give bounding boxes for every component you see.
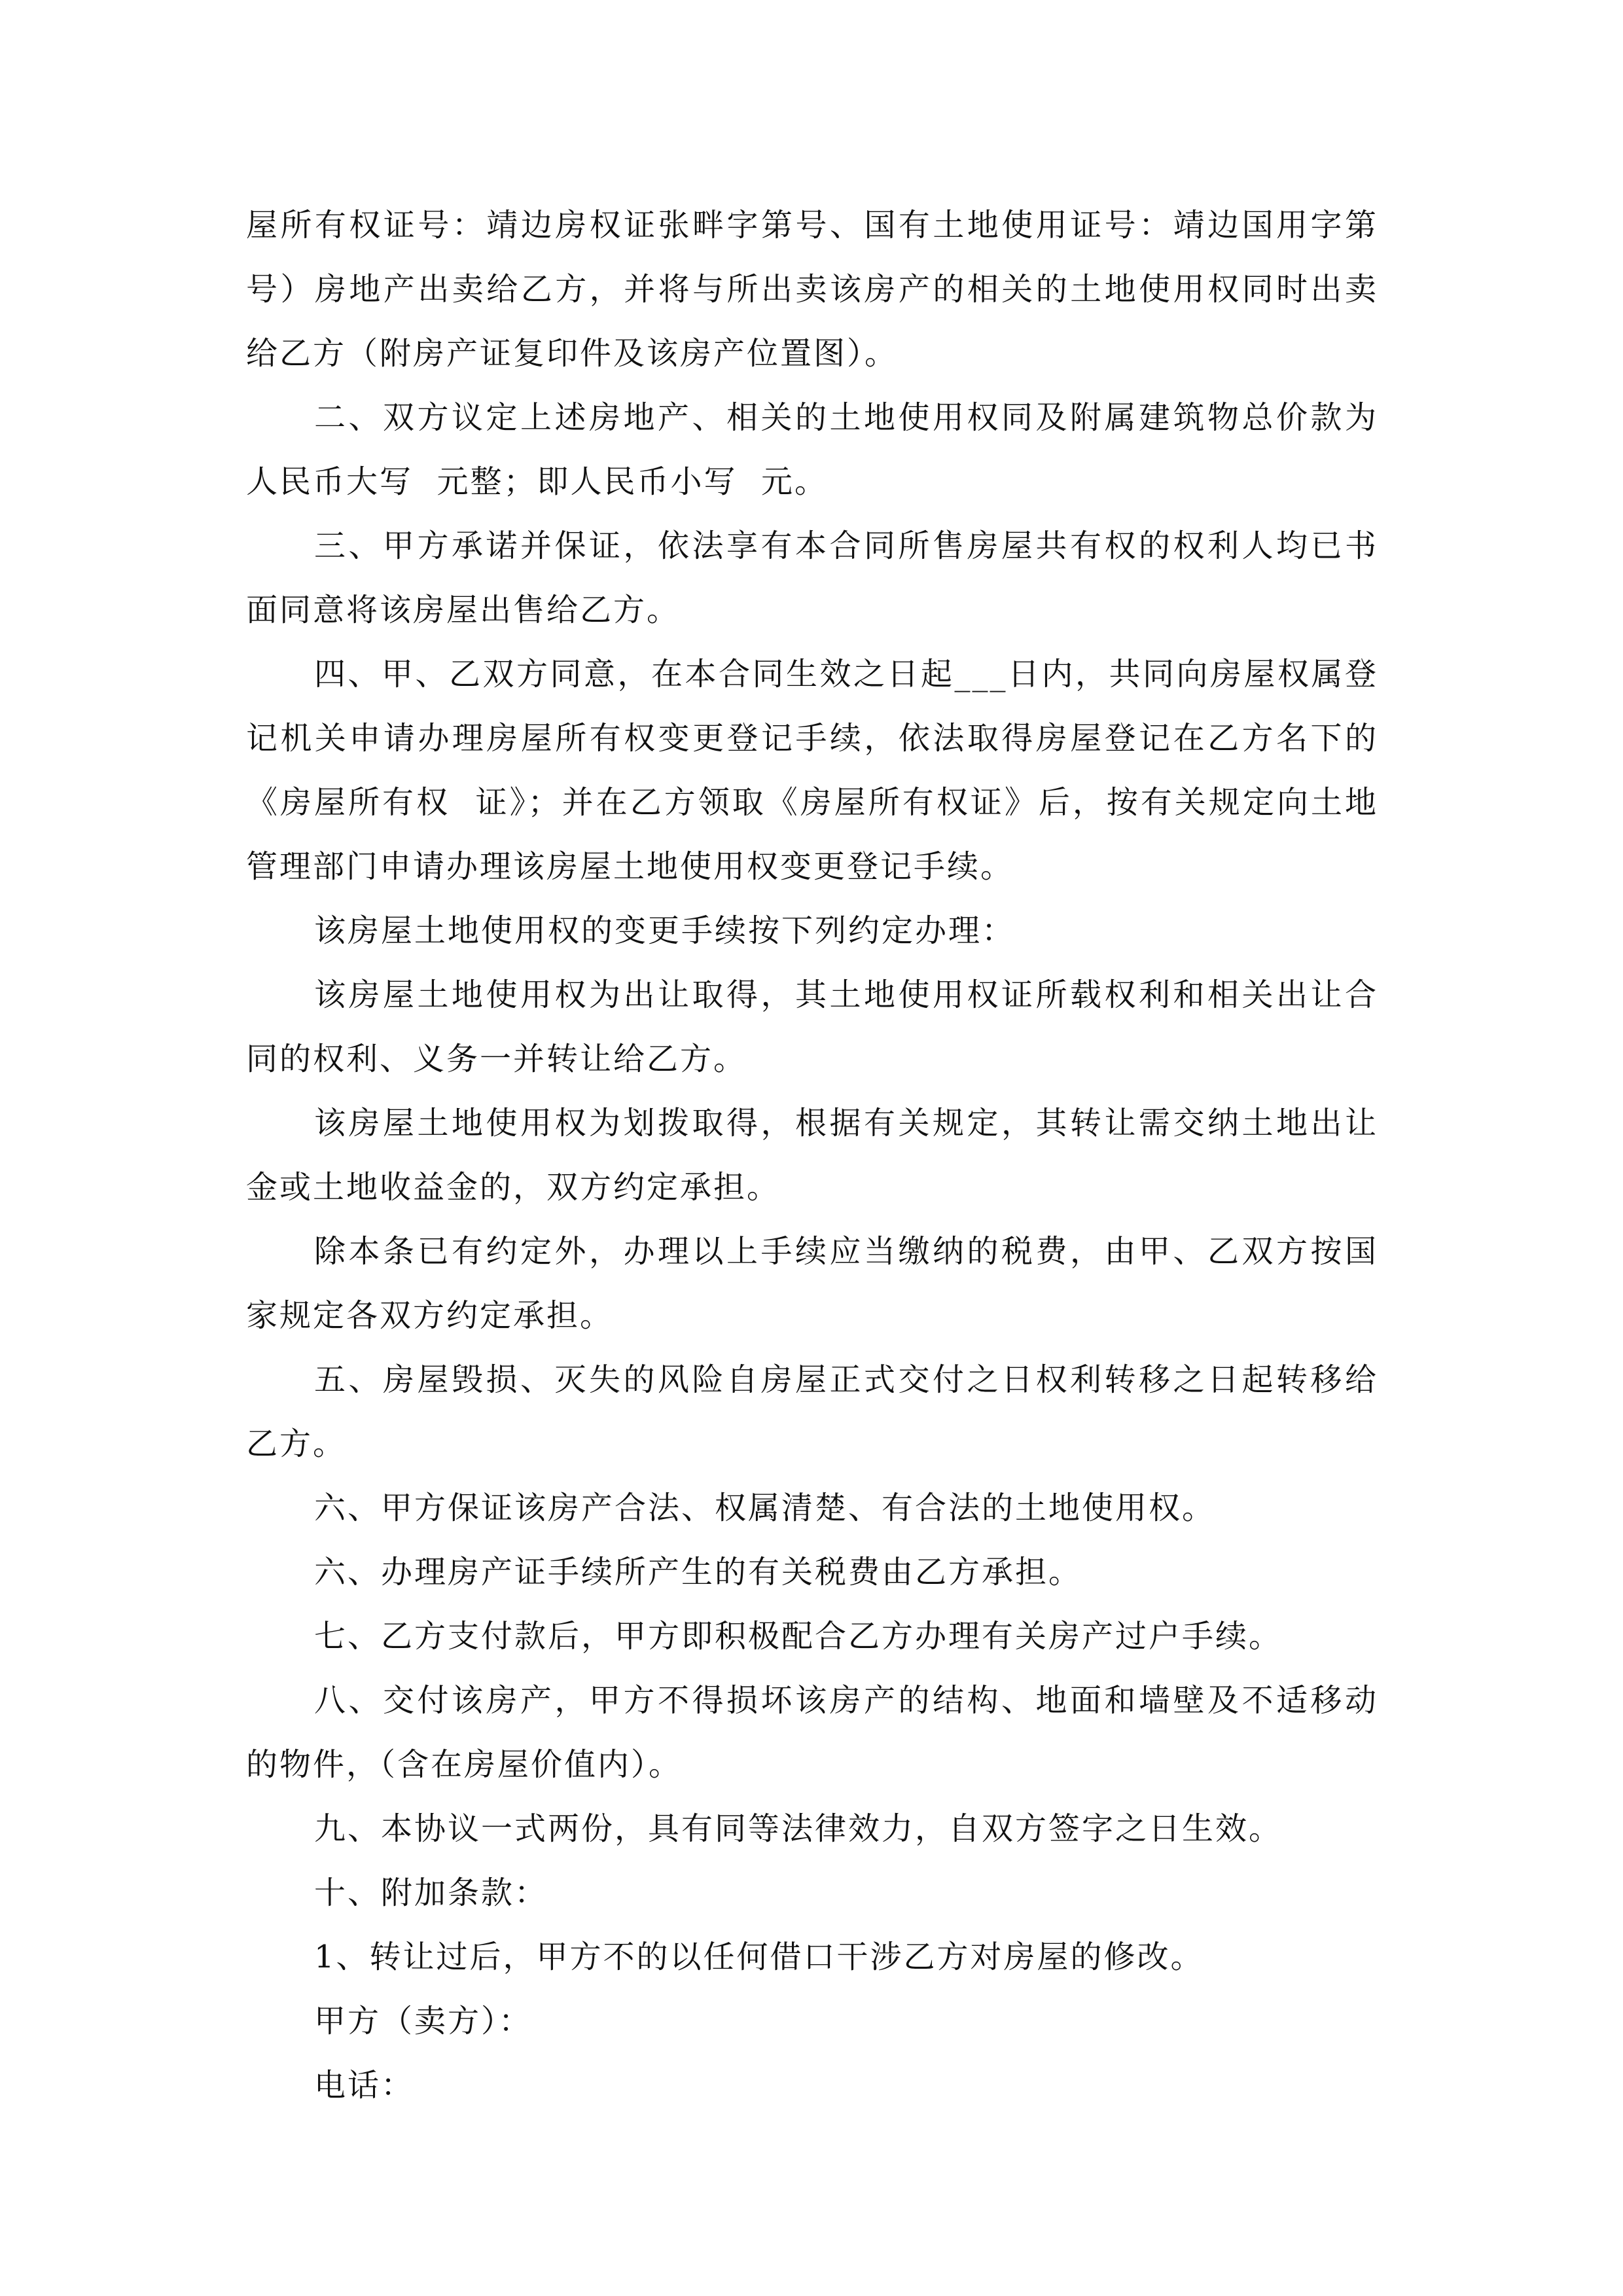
paragraph-party-a-seller: 甲方（卖方）： [314, 2003, 533, 2039]
paragraph-additional-item-1: 1、转让过后，甲方不的以任何借口干涉乙方对房屋的修改。 [314, 1939, 1204, 1975]
paragraph-land-allocation: 该房屋土地使用权为划拨取得，根据有关规定，其转让需交纳土地出让金或土地收益金的，双方约定承担。 [246, 1105, 1378, 1206]
paragraph-land-use-procedure: 该房屋土地使用权的变更手续按下列约定办理： [314, 912, 1016, 949]
paragraph-taxes-fees: 除本条已有约定外，办理以上手续应当缴纳的税费，由甲、乙双方按国家规定各双方约定承担。 [246, 1233, 1378, 1334]
paragraph-clause-5-risk: 五、房屋毁损、灭失的风险自房屋正式交付之日权利转移之日起转移给乙方。 [246, 1361, 1378, 1462]
paragraph-clause-4-registration: 四、甲、乙双方同意，在本合同生效之日起___日内，共同向房屋权属登记机关申请办理房屋所有权变更登记手续，依法取得房屋登记在乙方名下的《房屋所有权 证》；并在乙方领取《房屋所有权证》后，按有关规定向土地管理部门申请办理该房屋土地使用权变更登记手续。 [246, 656, 1378, 885]
paragraph-phone: 电话： [314, 2067, 415, 2104]
paragraph-clause-6-certificate-fees: 六、办理房产证手续所产生的有关税费由乙方承担。 [314, 1554, 1082, 1590]
paragraph-clause-2-price: 二、双方议定上述房地产、相关的土地使用权同及附属建筑物总价款为人民币大写 元整；即人民币小写 元。 [246, 399, 1378, 500]
paragraph-clause-3-consent: 三、甲方承诺并保证，依法享有本合同所售房屋共有权的权利人均已书面同意将该房屋出售给乙方。 [246, 528, 1378, 628]
paragraph-clause-7-transfer: 七、乙方支付款后，甲方即积极配合乙方办理有关房产过户手续。 [314, 1618, 1283, 1655]
paragraph-clause-10-additional: 十、附加条款： [314, 1874, 548, 1911]
paragraph-property-certificate: 屋所有权证号：靖边房权证张畔字第号、国有土地使用证号：靖边国用字第号）房地产出卖给乙方，并将与所出卖该房产的相关的土地使用权同时出卖给乙方（附房产证复印件及该房产位置图）。 [246, 207, 1378, 372]
paragraph-clause-8-delivery: 八、交付该房产，甲方不得损坏该房产的结构、地面和墙壁及不适移动的物件，（含在房屋价值内）。 [246, 1682, 1378, 1783]
document-body [246, 193, 1378, 2117]
paragraph-clause-9-copies: 九、本协议一式两份，具有同等法律效力，自双方签字之日生效。 [314, 1810, 1283, 1847]
paragraph-land-transfer-grant: 该房屋土地使用权为出让取得，其土地使用权证所载权利和相关出让合同的权利、义务一并转让给乙方。 [246, 977, 1378, 1077]
paragraph-clause-6-guarantee: 六、甲方保证该房产合法、权属清楚、有合法的土地使用权。 [314, 1490, 1216, 1526]
